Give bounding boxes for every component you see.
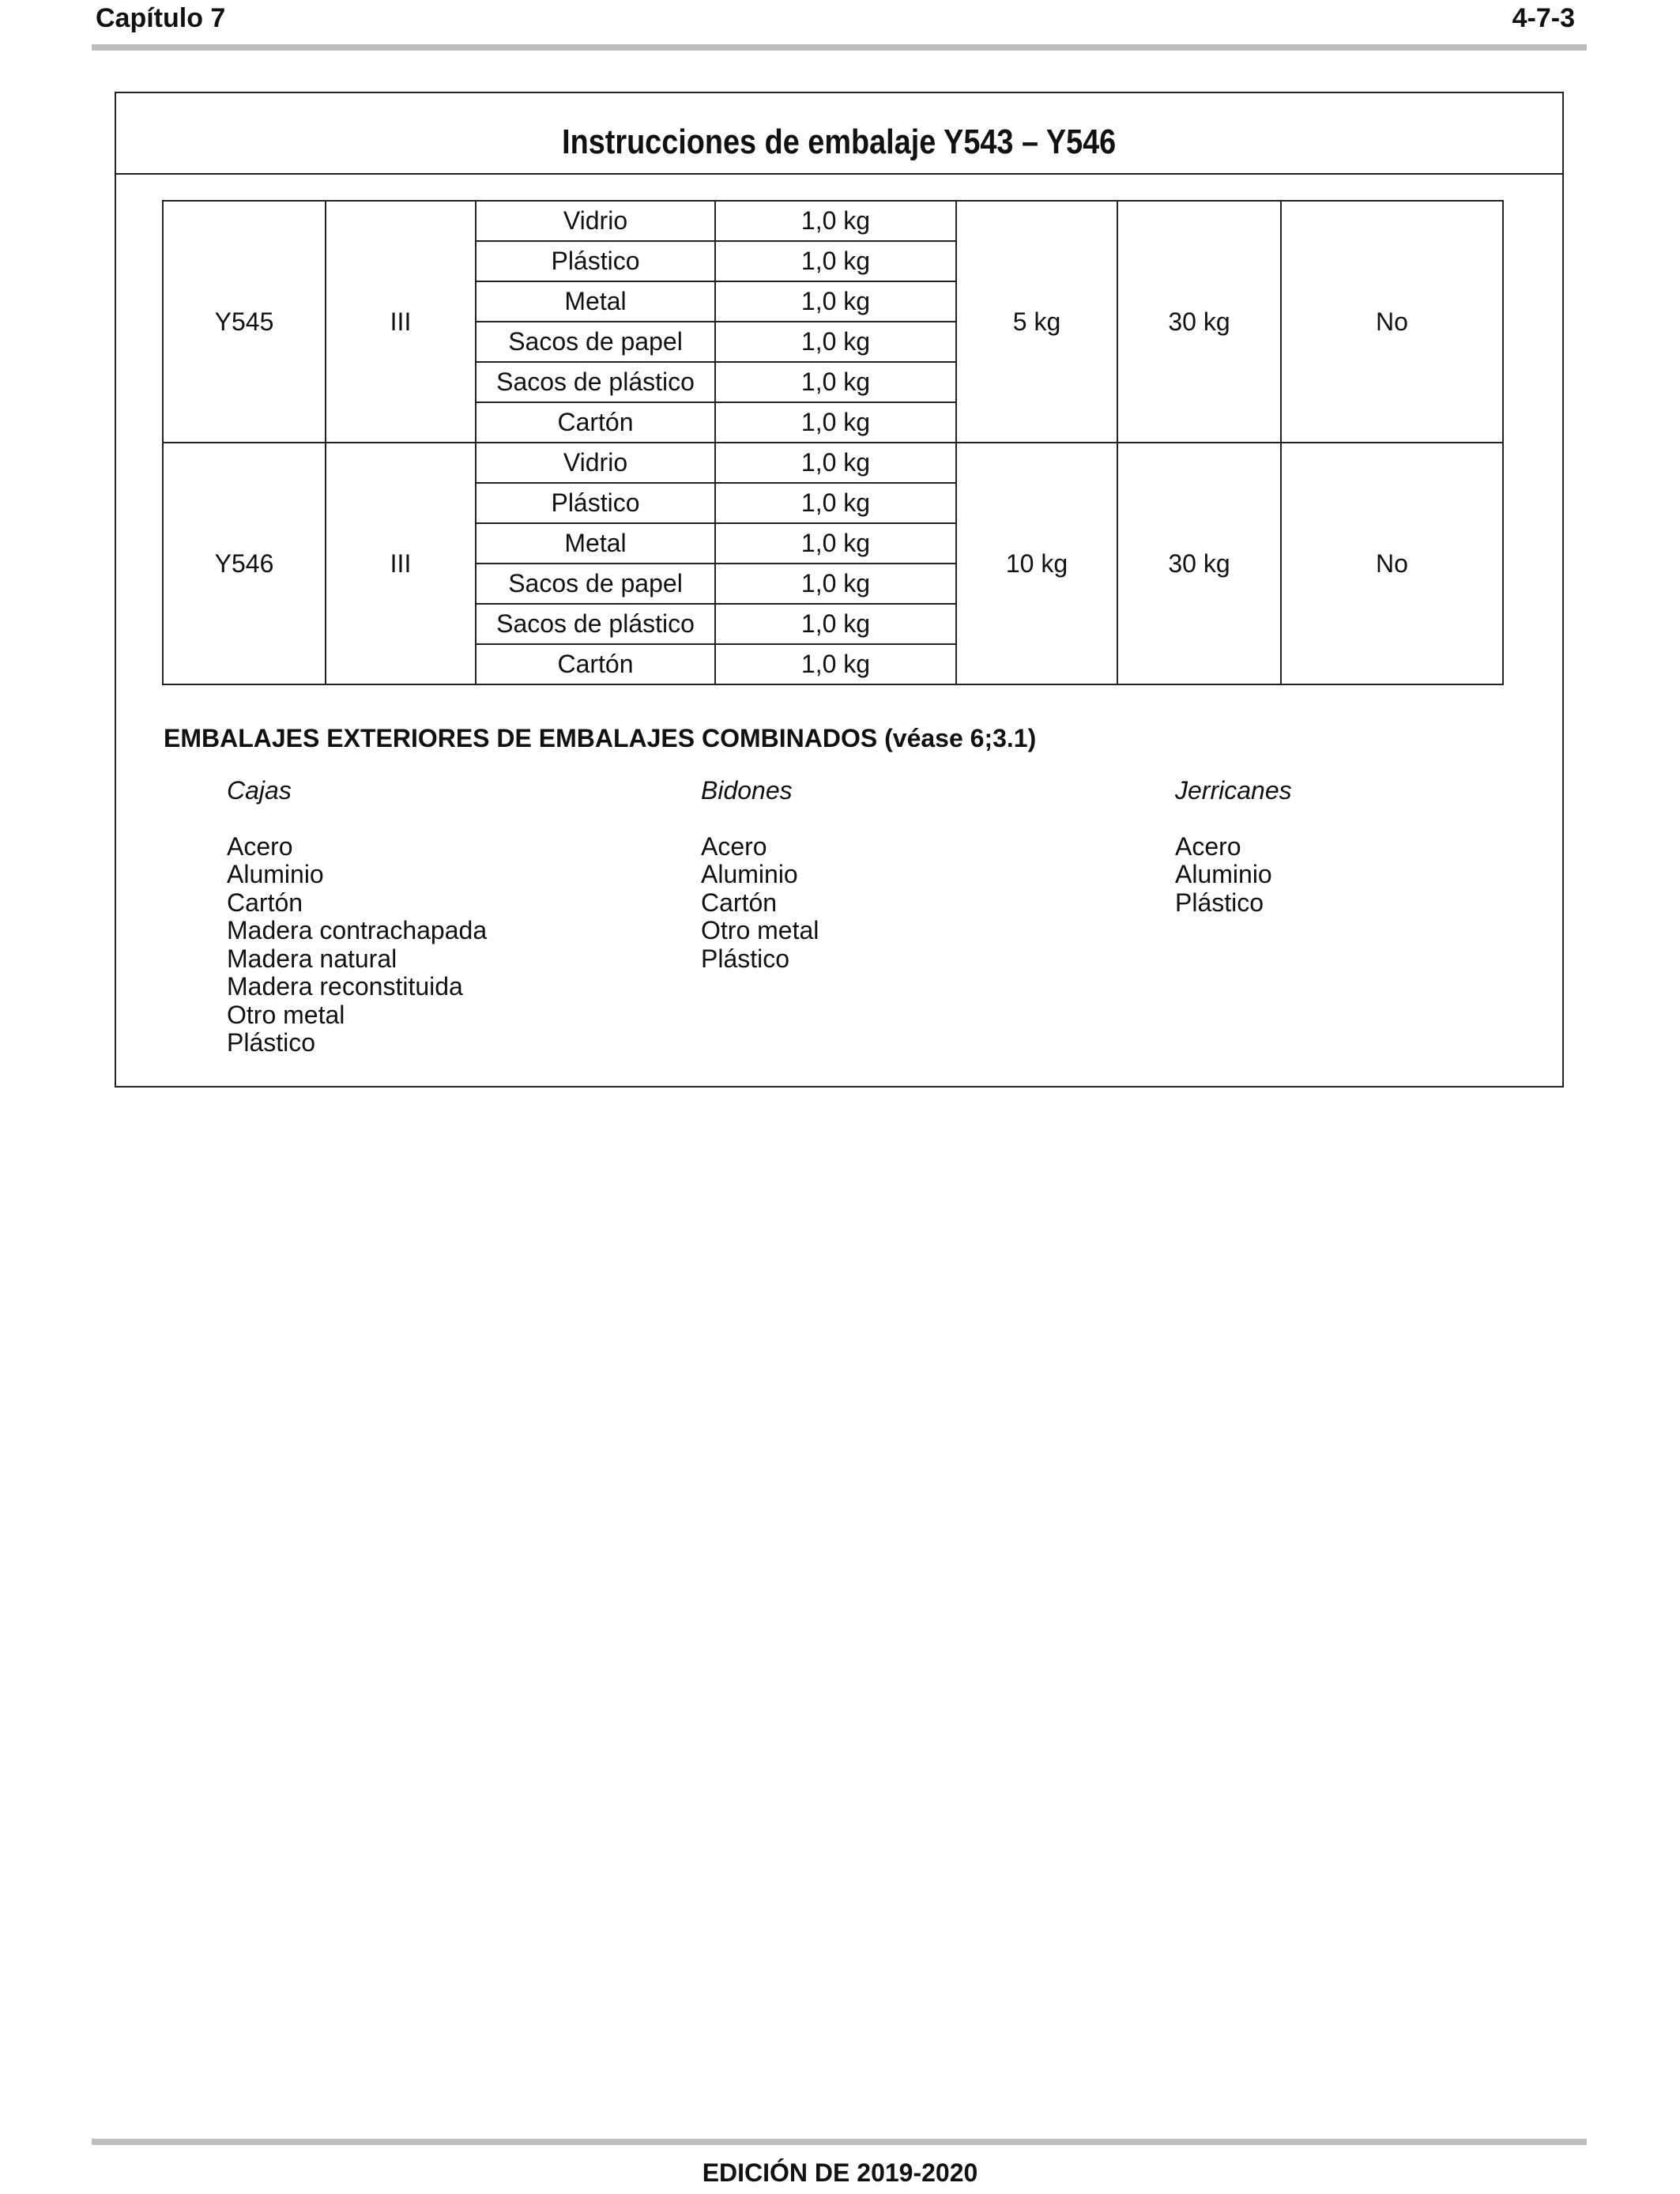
inner-material-cell: Metal <box>476 523 715 564</box>
column-title: Bidones <box>701 776 793 805</box>
page-number: 4-7-3 <box>1512 3 1575 33</box>
list-item: Acero <box>701 831 767 861</box>
outer-column-cajas <box>227 777 487 1057</box>
chapter-label: Capítulo 7 <box>96 3 226 33</box>
outer-packagings-heading: EMBALAJES EXTERIORES DE EMBALAJES COMBINADOS (véase 6;3.1) <box>164 724 1037 752</box>
inner-material-cell: Cartón <box>476 402 715 443</box>
outer-column-bidones <box>701 777 819 973</box>
table-row <box>163 443 1503 483</box>
inner-quantity-cell: 1,0 kg <box>715 564 956 604</box>
box-title <box>116 93 1562 175</box>
inner-quantity-cell: 1,0 kg <box>715 362 956 402</box>
list-item: Madera reconstituida <box>227 972 463 1001</box>
inner-material-cell: Metal <box>476 281 715 322</box>
column-items <box>1175 833 1292 918</box>
list-item: Cartón <box>701 888 778 917</box>
list-item: Acero <box>1175 831 1241 861</box>
edition-label: EDICIÓN DE 2019-2020 <box>702 2158 978 2187</box>
list-item: Plástico <box>1175 888 1264 917</box>
inner-quantity-cell: 1,0 kg <box>715 604 956 644</box>
inner-quantity-cell: 1,0 kg <box>715 281 956 322</box>
list-item: Plástico <box>701 944 790 973</box>
packing-group-cell: III <box>326 443 476 684</box>
box-title-text: Instrucciones de embalaje Y543 – Y546 <box>562 123 1117 161</box>
gross-mass-cell: 30 kg <box>1117 201 1281 443</box>
inner-material-cell: Vidrio <box>476 443 715 483</box>
packing-group-cell: III <box>326 201 476 443</box>
list-item: Madera contrachapada <box>227 916 488 944</box>
inner-quantity-cell: 1,0 kg <box>715 523 956 564</box>
list-item: Cartón <box>227 888 303 917</box>
header-rule <box>92 44 1587 51</box>
inner-quantity-cell: 1,0 kg <box>715 201 956 241</box>
net-quantity-cell: 5 kg <box>956 201 1117 443</box>
inner-material-cell: Sacos de papel <box>476 564 715 604</box>
column-items <box>227 833 487 1057</box>
inner-quantity-cell: 1,0 kg <box>715 322 956 362</box>
packing-code-cell: Y546 <box>163 443 326 684</box>
list-item: Madera natural <box>227 944 397 973</box>
packing-code-cell: Y545 <box>163 201 326 443</box>
flag-cell: No <box>1281 201 1503 443</box>
packing-table <box>162 200 1504 685</box>
column-title: Jerricanes <box>1175 776 1292 805</box>
flag-cell: No <box>1281 443 1503 684</box>
list-item: Otro metal <box>227 1000 345 1029</box>
inner-material-cell: Plástico <box>476 241 715 281</box>
table-row <box>163 201 1503 241</box>
footer-rule <box>92 2139 1587 2145</box>
inner-material-cell: Cartón <box>476 644 715 684</box>
list-item: Acero <box>227 831 293 861</box>
packing-table-body <box>163 201 1503 684</box>
gross-mass-cell: 30 kg <box>1117 443 1281 684</box>
outer-column-jerricanes <box>1175 777 1292 917</box>
inner-quantity-cell: 1,0 kg <box>715 443 956 483</box>
column-items <box>701 833 819 974</box>
inner-quantity-cell: 1,0 kg <box>715 241 956 281</box>
list-item: Aluminio <box>701 860 798 888</box>
inner-quantity-cell: 1,0 kg <box>715 644 956 684</box>
list-item: Aluminio <box>227 860 324 888</box>
inner-material-cell: Plástico <box>476 483 715 523</box>
list-item: Aluminio <box>1175 860 1272 888</box>
list-item: Plástico <box>227 1028 316 1057</box>
inner-material-cell: Sacos de plástico <box>476 362 715 402</box>
inner-material-cell: Vidrio <box>476 201 715 241</box>
inner-material-cell: Sacos de papel <box>476 322 715 362</box>
list-item: Otro metal <box>701 916 819 944</box>
column-title: Cajas <box>227 776 292 805</box>
inner-material-cell: Sacos de plástico <box>476 604 715 644</box>
net-quantity-cell: 10 kg <box>956 443 1117 684</box>
inner-quantity-cell: 1,0 kg <box>715 402 956 443</box>
inner-quantity-cell: 1,0 kg <box>715 483 956 523</box>
